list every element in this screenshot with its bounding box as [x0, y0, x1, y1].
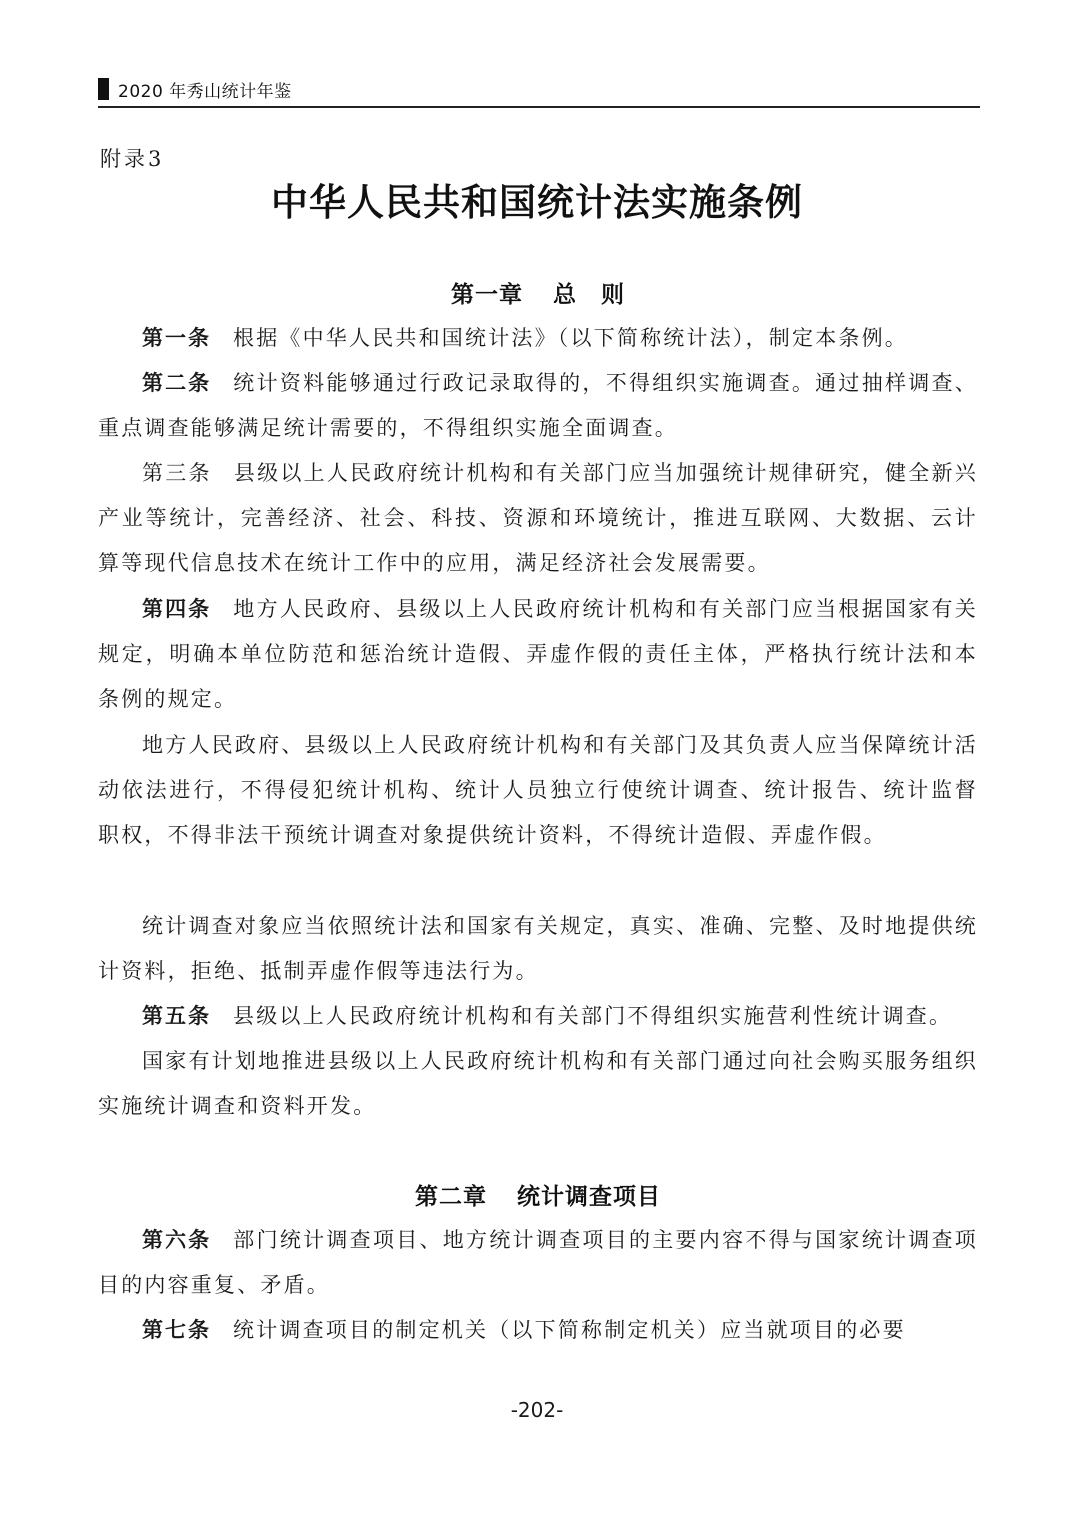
chapter-name: 总 则	[553, 282, 625, 308]
appendix-label: 附录3	[100, 147, 165, 171]
article-paragraph	[98, 361, 978, 451]
article-text: 县级以上人民政府统计机构和有关部门不得组织实施营利性统计调查。	[233, 1004, 953, 1028]
page-number: -202-	[510, 1398, 564, 1422]
document-title: 中华人民共和国统计法实施条例	[271, 181, 803, 224]
article-label: 第五条	[142, 1004, 211, 1028]
article-label: 第七条	[142, 1318, 211, 1342]
chapter-name: 统计调查项目	[517, 1184, 661, 1210]
article-label: 第一条	[142, 326, 211, 350]
article-paragraph	[98, 587, 978, 722]
article-text: 统计资料能够通过行政记录取得的，不得组织实施调查。通过抽样调查、重点调查能够满足统计需要的，不得组织实施全面调查。	[98, 371, 979, 440]
body-paragraph	[98, 723, 978, 858]
paragraph-text: 地方人民政府、县级以上人民政府统计机构和有关部门及其负责人应当保障统计活动依法进行，不得侵犯统计机构、统计人员独立行使统计调查、统计报告、统计监督职权，不得非法干预统计调查对象提供统计资料，不得统计造假、弄虚作假。	[98, 733, 978, 847]
article-paragraph	[98, 451, 978, 586]
paragraph-text: 国家有计划地推进县级以上人民政府统计机构和有关部门通过向社会购买服务组织实施统计调查和资料开发。	[98, 1049, 978, 1118]
article-paragraph	[98, 994, 978, 1039]
article-label: 第二条	[142, 371, 212, 395]
header-title: 2020 年秀山统计年鉴	[118, 82, 292, 102]
running-header	[98, 72, 980, 108]
chapter-number: 第一章	[451, 282, 523, 308]
article-paragraph	[98, 316, 978, 361]
body-paragraph	[98, 904, 978, 994]
article-label: 第六条	[142, 1228, 212, 1252]
article-paragraph	[98, 1218, 978, 1308]
body-paragraph	[98, 1039, 978, 1129]
article-text: 地方人民政府、县级以上人民政府统计机构和有关部门应当根据国家有关规定，明确本单位防范和惩治统计造假、弄虚作假的责任主体，严格执行统计法和本条例的规定。	[98, 597, 979, 711]
article-text: 县级以上人民政府统计机构和有关部门应当加强统计规律研究，健全新兴产业等统计，完善经济、社会、科技、资源和环境统计，推进互联网、大数据、云计算等现代信息技术在统计工作中的应用，满足经济社会发展需要。	[98, 461, 978, 575]
chapter-heading	[98, 276, 978, 309]
article-text: 部门统计调查项目、地方统计调查项目的主要内容不得与国家统计调查项目的内容重复、矛盾。	[98, 1228, 979, 1297]
header-marker	[98, 78, 109, 100]
article-text: 统计调查项目的制定机关（以下简称制定机关）应当就项目的必要	[233, 1318, 906, 1342]
article-label: 第四条	[142, 597, 212, 621]
article-label: 第三条	[142, 461, 212, 485]
article-text: 根据《中华人民共和国统计法》（以下简称统计法），制定本条例。	[233, 326, 908, 350]
chapter-number: 第二章	[415, 1184, 487, 1210]
paragraph-text: 统计调查对象应当依照统计法和国家有关规定，真实、准确、完整、及时地提供统计资料，拒绝、抵制弄虚作假等违法行为。	[98, 914, 978, 983]
article-paragraph	[98, 1308, 978, 1353]
chapter-heading	[98, 1178, 978, 1211]
